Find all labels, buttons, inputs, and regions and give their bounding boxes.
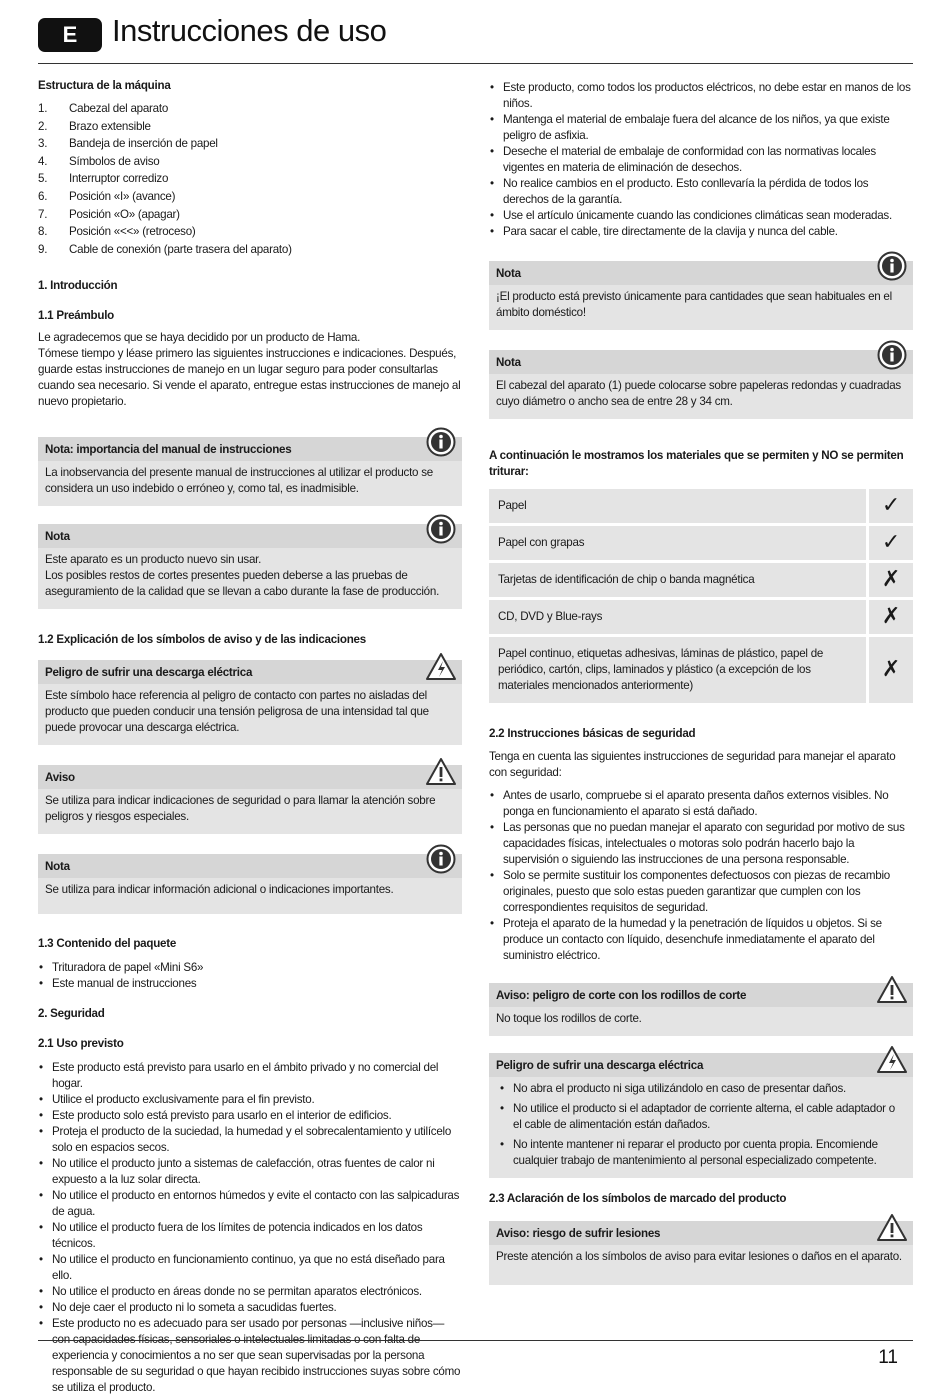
warning-title: Aviso: riesgo de sufrir lesiones <box>489 1221 913 1245</box>
warning-icon <box>877 975 907 1005</box>
page-number: 11 <box>878 1347 898 1368</box>
not-allowed-cross-icon: ✗ <box>866 600 913 634</box>
material-label: Papel continuo, etiquetas adhesivas, láminas de plástico, papel de periódico, cartón, clips, laminados y plástico (a excepción de los materiales mencionados anteriormente) <box>489 637 866 703</box>
warning-box <box>38 660 462 745</box>
note-text: ¡El producto está previsto únicamente para cantidades que sean habituales en el ámbito doméstico! <box>496 290 892 319</box>
list-item: • Este producto, como todos los productos eléctricos, no debe estar en manos de los niños. <box>489 80 913 112</box>
list-item: • Proteja el aparato de la humedad y la penetración de líquidos u objetos. Si se produce un contacto con líquido, desenchufe inmediatamente el aparato del suministro eléctrico. <box>489 916 913 964</box>
warning-text: Este símbolo hace referencia al peligro de contacto con partes no aisladas del producto que pueden conducir una tensión peligrosa de una intensidad tal que puede provocar una descarga eléctrica. <box>45 688 429 734</box>
warning-text: No toque los rodillos de corte. <box>496 1012 642 1025</box>
safety-list-continued <box>489 80 913 240</box>
warning-box <box>489 1053 913 1178</box>
electric-shock-icon <box>426 652 456 682</box>
list-item: 8. Posición «<<» (retroceso) <box>38 225 196 239</box>
note-text: La inobservancia del presente manual de instrucciones al utilizar el producto se considera un uso indebido o erróneo y, como tal, es inadmisible. <box>45 465 433 495</box>
list-item: • Este producto solo está previsto para usarlo en el interior de edificios. <box>38 1108 462 1124</box>
note-title: Nota: importancia del manual de instrucciones <box>38 437 462 461</box>
language-badge: E <box>38 18 102 52</box>
table-row <box>489 563 913 597</box>
section-heading-package: 1.3 Contenido del paquete <box>38 936 177 950</box>
material-label: Tarjetas de identificación de chip o banda magnética <box>489 563 866 597</box>
material-label: Papel <box>489 489 866 523</box>
package-list <box>38 960 462 992</box>
list-item: • Deseche el material de embalaje de conformidad con las normativas locales vigentes en materia de eliminación de desechos. <box>489 144 913 176</box>
list-item: • Utilice el producto exclusivamente para el fin previsto. <box>38 1092 462 1108</box>
allowed-check-icon: ✓ <box>866 489 913 523</box>
list-item: • No utilice el producto en funcionamiento continuo, ya que no está diseñado para ello. <box>38 1252 462 1284</box>
table-row <box>489 600 913 634</box>
note-text: Este aparato es un producto nuevo sin usar. <box>45 552 262 566</box>
list-item: • No utilice el producto si el adaptador de corriente alterna, el cable adaptador o el cable de alimentación están dañados. <box>499 1101 906 1133</box>
warning-icon <box>426 757 456 787</box>
list-item: 4. Símbolos de aviso <box>38 154 160 168</box>
list-item: • No realice cambios en el producto. Esto conllevaría la pérdida de todos los derechos de la garantía. <box>489 176 913 208</box>
structure-list <box>38 101 462 258</box>
footer-rule <box>38 1340 913 1341</box>
list-item: • No utilice el producto en entornos húmedos y evite el contacto con las salpicaduras de agua. <box>38 1188 462 1220</box>
list-item: • Antes de usarlo, compruebe si el aparato presenta daños externos visibles. No ponga en funcionamiento el aparato si está dañado. <box>489 788 913 820</box>
warning-title: Peligro de sufrir una descarga eléctrica <box>38 660 462 684</box>
list-item: • Para sacar el cable, tire directamente de la clavija y nunca del cable. <box>489 224 913 240</box>
structure-heading: Estructura de la máquina <box>38 79 171 92</box>
list-item: 6. Posición «I» (avance) <box>38 189 176 203</box>
basic-safety-intro: Tenga en cuenta las siguientes instrucciones de seguridad para manejar el aparato con seguridad: <box>489 750 896 779</box>
warning-box <box>38 765 462 834</box>
list-item: • Mantenga el material de embalaje fuera del alcance de los niños, ya que existe peligro de asfixia. <box>489 112 913 144</box>
section-heading-basic-safety: 2.2 Instrucciones básicas de seguridad <box>489 727 696 740</box>
warning-text: Se utiliza para indicar indicaciones de seguridad o para llamar la atención sobre peligros y riesgos especiales. <box>45 793 436 823</box>
list-item: 7. Posición «O» (apagar) <box>38 207 180 221</box>
note-title: Nota <box>38 524 462 548</box>
list-item: • No utilice el producto junto a sistemas de calefacción, otras fuentes de calor ni expuesto a la luz solar directa. <box>38 1156 462 1188</box>
list-item: • Use el artículo únicamente cuando las condiciones climáticas sean moderadas. <box>489 208 913 224</box>
note-title: Nota <box>489 350 913 374</box>
note-title: Nota <box>38 854 462 878</box>
section-heading-marking: 2.3 Aclaración de los símbolos de marcado del producto <box>489 1192 787 1205</box>
note-text: Los posibles restos de cortes presentes pueden deberse a las pruebas de aseguramiento de la calidad que se llevan a cabo durante la fase de producción. <box>45 568 440 598</box>
basic-safety-list <box>489 788 913 964</box>
section-heading-safety: 2. Seguridad <box>38 1006 105 1020</box>
table-row <box>489 526 913 560</box>
right-column <box>489 78 913 1285</box>
not-allowed-cross-icon: ✗ <box>866 637 913 703</box>
page-title: Instrucciones de uso <box>112 13 387 48</box>
info-icon <box>426 514 456 544</box>
section-heading-preamble: 1.1 Preámbulo <box>38 308 115 322</box>
section-heading-introduction: 1. Introducción <box>38 278 118 292</box>
list-item: • No utilice el producto fuera de los límites de potencia indicados en los datos técnicos. <box>38 1220 462 1252</box>
section-heading-intended-use: 2.1 Uso previsto <box>38 1036 124 1050</box>
list-item: • Proteja el producto de la suciedad, la humedad y el sobrecalentamiento y utilícelo solo en espacios secos. <box>38 1124 462 1156</box>
list-item: • Este producto está previsto para usarlo en el ámbito privado y no comercial del hogar. <box>38 1060 462 1092</box>
warning-title: Aviso: peligro de corte con los rodillos de corte <box>489 983 913 1007</box>
list-item: • Las personas que no puedan manejar el aparato con seguridad por motivo de sus capacidades físicas, intelectuales o motoras solo podrán hacerlo bajo la supervisión o siguiendo las instrucciones de una persona responsable. <box>489 820 913 868</box>
list-item: 3. Bandeja de inserción de papel <box>38 137 218 151</box>
material-label: Papel con grapas <box>489 526 866 560</box>
preamble-paragraph: Tómese tiempo y léase primero las siguientes instrucciones e indicaciones. Después, guarde estas instrucciones de manejo en un lugar seguro para poder consultarlas cuando sea necesario. Si vende el aparato, entregue estas instrucciones de manejo al nuevo propietario. <box>38 346 461 408</box>
left-column <box>38 78 462 1396</box>
info-icon <box>426 427 456 457</box>
electric-shock-icon <box>877 1045 907 1075</box>
allowed-check-icon: ✓ <box>866 526 913 560</box>
list-item: • Este producto no es adecuado para ser usado por personas —inclusive niños— con capacidades físicas, sensoriales o intelectuales limitadas o con falta de experiencia y conocimientos a no ser que sean supervisadas por la persona responsable de su seguridad o que hayan recibido instrucciones suyas sobre cómo se utiliza el producto. <box>38 1316 462 1396</box>
list-item: 9. Cable de conexión (parte trasera del aparato) <box>38 242 292 256</box>
shock-warning-list <box>496 1081 906 1169</box>
not-allowed-cross-icon: ✗ <box>866 563 913 597</box>
list-item: • Trituradora de papel «Mini S6» <box>38 960 462 976</box>
list-item: 2. Brazo extensible <box>38 119 151 133</box>
info-icon <box>877 340 907 370</box>
info-icon <box>426 844 456 874</box>
warning-box <box>489 983 913 1036</box>
note-box <box>38 437 462 506</box>
materials-heading: A continuación le mostramos los materiales que se permiten y NO se permiten triturar: <box>489 449 904 478</box>
list-item: • No abra el producto ni siga utilizándolo en caso de presentar daños. <box>499 1081 906 1097</box>
warning-icon <box>877 1213 907 1243</box>
table-row <box>489 489 913 523</box>
list-item: 1. Cabezal del aparato <box>38 102 169 115</box>
list-item: 5. Interruptor corredizo <box>38 172 169 186</box>
note-text: Se utiliza para indicar información adicional o indicaciones importantes. <box>45 882 394 896</box>
page-header <box>38 12 913 64</box>
note-title: Nota <box>489 261 913 285</box>
info-icon <box>877 251 907 281</box>
preamble-paragraph: Le agradecemos que se haya decidido por un producto de Hama. <box>38 330 361 344</box>
materials-table <box>489 486 913 706</box>
warning-title: Peligro de sufrir una descarga eléctrica <box>489 1053 913 1077</box>
note-box <box>38 524 462 609</box>
list-item: • No utilice el producto en áreas donde no se permitan aparatos electrónicos. <box>38 1284 462 1300</box>
warning-title: Aviso <box>38 765 462 789</box>
warning-box <box>489 1221 913 1285</box>
list-item: • No intente mantener ni reparar el producto por cuenta propia. Encomiende cualquier trabajo de mantenimiento al personal especializado competente. <box>499 1137 906 1169</box>
note-box <box>489 261 913 330</box>
note-box <box>38 854 462 914</box>
warning-text: Preste atención a los símbolos de aviso para evitar lesiones o daños en el aparato. <box>496 1250 902 1263</box>
table-row <box>489 637 913 703</box>
note-box <box>489 350 913 419</box>
note-text: El cabezal del aparato (1) puede colocarse sobre papeleras redondas y cuadradas cuyo diámetro o ancho sea de entre 28 y 34 cm. <box>496 379 901 408</box>
section-heading-symbols: 1.2 Explicación de los símbolos de aviso y de las indicaciones <box>38 632 366 646</box>
list-item: • Solo se permite sustituir los componentes defectuosos con piezas de recambio originales, puesto que solo estas pueden garantizar que cumplen con los correspondientes requisitos de seguridad. <box>489 868 913 916</box>
list-item: • Este manual de instrucciones <box>38 976 462 992</box>
intended-use-list <box>38 1060 462 1396</box>
list-item: • No deje caer el producto ni lo someta a sacudidas fuertes. <box>38 1300 462 1316</box>
material-label: CD, DVD y Blue-rays <box>489 600 866 634</box>
